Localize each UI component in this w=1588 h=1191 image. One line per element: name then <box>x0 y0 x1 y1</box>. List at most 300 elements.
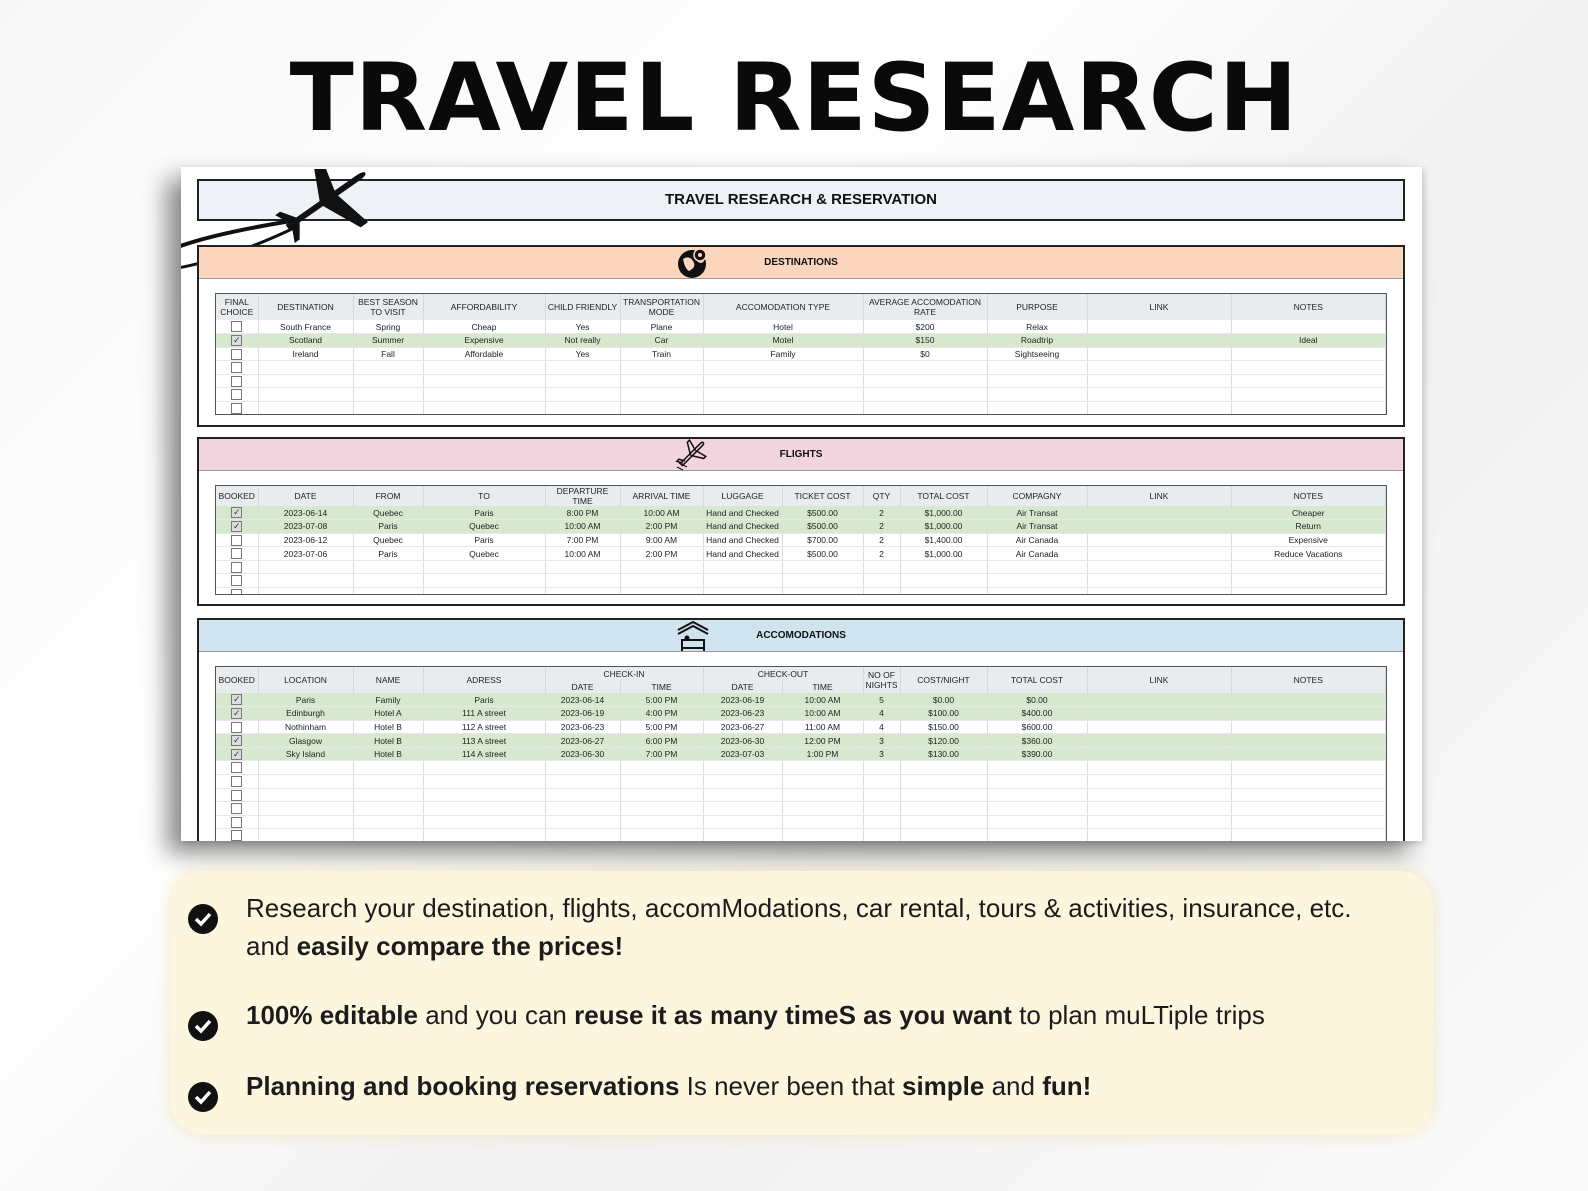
table-cell[interactable] <box>1231 775 1386 789</box>
table-cell[interactable] <box>1231 320 1386 334</box>
table-cell[interactable]: Not really <box>545 334 620 348</box>
table-cell[interactable] <box>703 574 782 588</box>
table-cell[interactable]: Reduce Vacations <box>1231 547 1386 561</box>
table-cell[interactable]: 2023-06-27 <box>545 734 620 748</box>
table-cell[interactable]: 10:00 AM <box>782 707 863 721</box>
table-cell[interactable] <box>782 560 863 574</box>
table-cell[interactable] <box>353 788 423 802</box>
table-cell[interactable] <box>987 388 1087 402</box>
row-checkbox[interactable] <box>231 762 242 773</box>
table-cell[interactable] <box>1231 402 1386 415</box>
table-cell[interactable]: 11:00 AM <box>782 720 863 734</box>
table-cell[interactable] <box>703 588 782 595</box>
row-checkbox[interactable] <box>231 376 242 387</box>
table-cell[interactable] <box>863 775 900 789</box>
table-cell[interactable] <box>987 374 1087 388</box>
table-cell[interactable]: Glasgow <box>258 734 353 748</box>
table-cell[interactable]: Relax <box>987 320 1087 334</box>
table-cell[interactable] <box>353 815 423 829</box>
table-cell[interactable] <box>620 588 703 595</box>
table-cell[interactable]: $0.00 <box>900 693 987 707</box>
table-cell[interactable]: $390.00 <box>987 747 1087 761</box>
table-cell[interactable]: 4:00 PM <box>620 707 703 721</box>
table-cell[interactable]: $500.00 <box>782 506 863 520</box>
table-cell[interactable]: $400.00 <box>987 707 1087 721</box>
table-cell[interactable]: Paris <box>353 547 423 561</box>
table-cell[interactable]: $100.00 <box>900 707 987 721</box>
table-cell[interactable] <box>703 402 863 415</box>
table-cell[interactable] <box>863 788 900 802</box>
table-cell[interactable] <box>703 815 782 829</box>
row-checkbox[interactable] <box>231 790 242 801</box>
table-cell[interactable] <box>545 388 620 402</box>
table-cell[interactable] <box>620 402 703 415</box>
table-cell[interactable] <box>353 802 423 816</box>
table-cell[interactable]: $360.00 <box>987 734 1087 748</box>
table-cell[interactable]: 4 <box>863 720 900 734</box>
table-cell[interactable] <box>703 388 863 402</box>
table-cell[interactable] <box>987 560 1087 574</box>
table-cell[interactable] <box>620 361 703 375</box>
row-checkbox[interactable] <box>231 817 242 828</box>
table-cell[interactable]: Hand and Checked <box>703 520 782 534</box>
table-cell[interactable]: Paris <box>423 506 545 520</box>
table-cell[interactable]: Fall <box>353 347 423 361</box>
table-cell[interactable]: 7:00 PM <box>545 533 620 547</box>
row-checkbox[interactable]: ✓ <box>232 708 241 719</box>
table-cell[interactable]: Edinburgh <box>258 707 353 721</box>
table-cell[interactable]: 111 A street <box>423 707 545 721</box>
table-cell[interactable] <box>782 815 863 829</box>
table-cell[interactable] <box>258 361 353 375</box>
row-checkbox[interactable]: ✓ <box>232 735 241 746</box>
row-checkbox[interactable] <box>231 403 242 414</box>
table-cell[interactable] <box>423 802 545 816</box>
table-cell[interactable]: 6:00 PM <box>620 734 703 748</box>
table-cell[interactable]: 7:00 PM <box>620 747 703 761</box>
table-cell[interactable]: $0 <box>863 347 987 361</box>
table-cell[interactable] <box>423 388 545 402</box>
table-cell[interactable]: Family <box>703 347 863 361</box>
table-cell[interactable] <box>258 574 353 588</box>
table-cell[interactable]: Hand and Checked <box>703 533 782 547</box>
table-cell[interactable] <box>703 775 782 789</box>
table-cell[interactable]: Paris <box>423 533 545 547</box>
table-cell[interactable]: $0.00 <box>987 693 1087 707</box>
row-checkbox[interactable] <box>231 349 242 360</box>
row-checkbox[interactable] <box>231 548 242 559</box>
table-cell[interactable] <box>1231 815 1386 829</box>
table-cell[interactable] <box>863 829 900 841</box>
table-cell[interactable]: Sky Island <box>258 747 353 761</box>
row-checkbox[interactable] <box>231 362 242 373</box>
table-cell[interactable]: Sightseeing <box>987 347 1087 361</box>
table-cell[interactable]: Family <box>353 693 423 707</box>
table-cell[interactable] <box>258 588 353 595</box>
table-cell[interactable]: Hotel B <box>353 720 423 734</box>
table-cell[interactable] <box>620 388 703 402</box>
table-cell[interactable]: 2023-07-08 <box>258 520 353 534</box>
table-cell[interactable]: Paris <box>258 693 353 707</box>
table-cell[interactable] <box>353 775 423 789</box>
table-cell[interactable] <box>258 761 353 775</box>
table-cell[interactable]: 12:00 PM <box>782 734 863 748</box>
row-checkbox[interactable]: ✓ <box>232 335 241 346</box>
row-checkbox[interactable] <box>231 776 242 787</box>
table-cell[interactable] <box>258 788 353 802</box>
table-cell[interactable] <box>620 374 703 388</box>
table-cell[interactable]: Ideal <box>1231 334 1386 348</box>
table-cell[interactable] <box>1231 361 1386 375</box>
row-checkbox[interactable] <box>231 535 242 546</box>
table-cell[interactable]: 2 <box>863 520 900 534</box>
table-cell[interactable] <box>703 361 863 375</box>
table-cell[interactable] <box>863 815 900 829</box>
table-cell[interactable]: 2023-06-23 <box>545 720 620 734</box>
table-cell[interactable] <box>1231 829 1386 841</box>
table-cell[interactable]: Paris <box>353 520 423 534</box>
table-cell[interactable]: 2023-06-19 <box>703 693 782 707</box>
table-cell[interactable] <box>1087 347 1231 361</box>
table-cell[interactable] <box>782 788 863 802</box>
table-cell[interactable] <box>1087 574 1231 588</box>
table-cell[interactable]: 1:00 PM <box>782 747 863 761</box>
table-cell[interactable] <box>258 829 353 841</box>
table-cell[interactable] <box>1087 320 1231 334</box>
table-cell[interactable]: Quebec <box>353 506 423 520</box>
table-cell[interactable] <box>703 788 782 802</box>
table-cell[interactable]: $1,000.00 <box>900 520 987 534</box>
table-cell[interactable] <box>782 588 863 595</box>
table-cell[interactable] <box>703 374 863 388</box>
table-cell[interactable]: Paris <box>423 693 545 707</box>
table-cell[interactable]: Cheaper <box>1231 506 1386 520</box>
table-cell[interactable] <box>423 402 545 415</box>
table-cell[interactable] <box>258 402 353 415</box>
table-cell[interactable]: 2023-06-30 <box>545 747 620 761</box>
row-checkbox[interactable]: ✓ <box>232 507 241 518</box>
table-cell[interactable] <box>423 374 545 388</box>
table-cell[interactable]: 2023-06-27 <box>703 720 782 734</box>
table-cell[interactable] <box>1231 720 1386 734</box>
table-cell[interactable] <box>423 574 545 588</box>
table-cell[interactable] <box>863 560 900 574</box>
table-cell[interactable] <box>258 775 353 789</box>
table-cell[interactable] <box>1087 693 1231 707</box>
table-cell[interactable] <box>1231 347 1386 361</box>
table-cell[interactable] <box>545 829 620 841</box>
table-cell[interactable]: Hotel A <box>353 707 423 721</box>
table-cell[interactable] <box>1087 374 1231 388</box>
table-cell[interactable] <box>545 815 620 829</box>
table-cell[interactable]: $150.00 <box>900 720 987 734</box>
table-cell[interactable] <box>258 374 353 388</box>
table-cell[interactable] <box>258 388 353 402</box>
row-checkbox[interactable]: ✓ <box>232 521 241 532</box>
row-checkbox[interactable] <box>231 722 242 733</box>
table-cell[interactable]: $700.00 <box>782 533 863 547</box>
table-cell[interactable]: 4 <box>863 707 900 721</box>
table-cell[interactable]: Quebec <box>423 520 545 534</box>
table-cell[interactable]: 9:00 AM <box>620 533 703 547</box>
table-cell[interactable]: $600.00 <box>987 720 1087 734</box>
table-cell[interactable]: 2023-07-06 <box>258 547 353 561</box>
table-cell[interactable] <box>620 802 703 816</box>
table-cell[interactable]: Air Canada <box>987 547 1087 561</box>
table-cell[interactable]: Quebec <box>423 547 545 561</box>
table-cell[interactable]: 5:00 PM <box>620 720 703 734</box>
table-cell[interactable]: 10:00 AM <box>782 693 863 707</box>
table-cell[interactable]: 8:00 PM <box>545 506 620 520</box>
table-cell[interactable] <box>545 402 620 415</box>
table-cell[interactable] <box>1087 334 1231 348</box>
table-cell[interactable]: 10:00 AM <box>545 520 620 534</box>
table-cell[interactable]: Yes <box>545 320 620 334</box>
table-cell[interactable] <box>1087 747 1231 761</box>
table-cell[interactable] <box>900 574 987 588</box>
table-cell[interactable] <box>620 761 703 775</box>
table-cell[interactable] <box>353 829 423 841</box>
table-cell[interactable] <box>1087 775 1231 789</box>
table-cell[interactable]: Scotland <box>258 334 353 348</box>
row-checkbox[interactable] <box>231 389 242 400</box>
table-cell[interactable] <box>1087 547 1231 561</box>
row-checkbox[interactable] <box>231 562 242 573</box>
table-cell[interactable]: Train <box>620 347 703 361</box>
table-cell[interactable] <box>863 361 987 375</box>
table-cell[interactable]: Expensive <box>423 334 545 348</box>
table-cell[interactable]: Roadtrip <box>987 334 1087 348</box>
table-cell[interactable]: 2023-06-14 <box>545 693 620 707</box>
table-cell[interactable]: Hotel <box>703 320 863 334</box>
table-cell[interactable]: 2023-06-30 <box>703 734 782 748</box>
table-cell[interactable] <box>863 374 987 388</box>
table-cell[interactable] <box>1231 560 1386 574</box>
table-cell[interactable]: 112 A street <box>423 720 545 734</box>
table-cell[interactable] <box>1087 588 1231 595</box>
table-cell[interactable] <box>863 388 987 402</box>
table-cell[interactable]: Nothinham <box>258 720 353 734</box>
row-checkbox[interactable] <box>231 575 242 586</box>
table-cell[interactable] <box>1087 815 1231 829</box>
table-cell[interactable]: Air Transat <box>987 506 1087 520</box>
table-cell[interactable] <box>1087 720 1231 734</box>
table-cell[interactable] <box>258 815 353 829</box>
table-cell[interactable] <box>863 574 900 588</box>
table-cell[interactable] <box>987 815 1087 829</box>
table-cell[interactable] <box>987 802 1087 816</box>
table-cell[interactable]: 2023-06-12 <box>258 533 353 547</box>
table-cell[interactable] <box>545 560 620 574</box>
table-cell[interactable] <box>703 761 782 775</box>
table-cell[interactable] <box>900 815 987 829</box>
table-cell[interactable]: Hand and Checked <box>703 547 782 561</box>
table-cell[interactable] <box>782 829 863 841</box>
table-cell[interactable] <box>782 775 863 789</box>
table-cell[interactable] <box>1087 520 1231 534</box>
table-cell[interactable]: $1,000.00 <box>900 506 987 520</box>
table-cell[interactable]: Yes <box>545 347 620 361</box>
table-cell[interactable] <box>782 574 863 588</box>
table-cell[interactable] <box>423 361 545 375</box>
table-cell[interactable]: 2 <box>863 547 900 561</box>
table-cell[interactable]: 2 <box>863 506 900 520</box>
table-cell[interactable] <box>863 802 900 816</box>
table-cell[interactable] <box>703 802 782 816</box>
table-cell[interactable]: 2:00 PM <box>620 520 703 534</box>
table-cell[interactable] <box>900 802 987 816</box>
table-cell[interactable] <box>1087 802 1231 816</box>
table-cell[interactable]: $150 <box>863 334 987 348</box>
table-cell[interactable] <box>1087 761 1231 775</box>
table-cell[interactable] <box>863 761 900 775</box>
table-cell[interactable] <box>545 802 620 816</box>
table-cell[interactable] <box>1231 707 1386 721</box>
table-cell[interactable] <box>1231 761 1386 775</box>
table-cell[interactable] <box>987 574 1087 588</box>
table-cell[interactable]: 2 <box>863 533 900 547</box>
table-cell[interactable] <box>545 374 620 388</box>
table-cell[interactable]: Cheap <box>423 320 545 334</box>
table-cell[interactable]: 5:00 PM <box>620 693 703 707</box>
table-cell[interactable]: 113 A street <box>423 734 545 748</box>
table-cell[interactable] <box>423 560 545 574</box>
table-cell[interactable] <box>353 588 423 595</box>
row-checkbox[interactable]: ✓ <box>232 694 241 705</box>
table-cell[interactable] <box>353 388 423 402</box>
table-cell[interactable]: 114 A street <box>423 747 545 761</box>
table-cell[interactable]: Car <box>620 334 703 348</box>
table-cell[interactable] <box>423 761 545 775</box>
table-cell[interactable] <box>620 815 703 829</box>
table-cell[interactable]: 5 <box>863 693 900 707</box>
table-cell[interactable] <box>423 588 545 595</box>
table-cell[interactable] <box>1087 388 1231 402</box>
table-cell[interactable] <box>900 588 987 595</box>
table-cell[interactable] <box>900 761 987 775</box>
table-cell[interactable] <box>353 361 423 375</box>
table-cell[interactable] <box>545 775 620 789</box>
table-cell[interactable]: 2023-06-23 <box>703 707 782 721</box>
table-cell[interactable]: 10:00 AM <box>545 547 620 561</box>
table-cell[interactable] <box>1087 533 1231 547</box>
row-checkbox[interactable] <box>231 803 242 814</box>
table-cell[interactable] <box>545 588 620 595</box>
table-cell[interactable] <box>703 560 782 574</box>
table-cell[interactable] <box>900 829 987 841</box>
table-cell[interactable] <box>703 829 782 841</box>
table-cell[interactable]: 2023-06-19 <box>545 707 620 721</box>
table-cell[interactable]: South France <box>258 320 353 334</box>
table-cell[interactable]: $1,400.00 <box>900 533 987 547</box>
table-cell[interactable] <box>1231 802 1386 816</box>
table-cell[interactable] <box>545 788 620 802</box>
table-cell[interactable]: Expensive <box>1231 533 1386 547</box>
table-cell[interactable]: 2023-07-03 <box>703 747 782 761</box>
table-cell[interactable]: $200 <box>863 320 987 334</box>
table-cell[interactable] <box>863 588 900 595</box>
table-cell[interactable] <box>1087 361 1231 375</box>
table-cell[interactable] <box>782 761 863 775</box>
table-cell[interactable] <box>987 361 1087 375</box>
table-cell[interactable] <box>1087 402 1231 415</box>
row-checkbox[interactable] <box>231 321 242 332</box>
table-cell[interactable]: Quebec <box>353 533 423 547</box>
table-cell[interactable] <box>545 574 620 588</box>
table-cell[interactable] <box>258 560 353 574</box>
table-cell[interactable]: Air Transat <box>987 520 1087 534</box>
table-cell[interactable] <box>1087 734 1231 748</box>
table-cell[interactable]: Hotel B <box>353 747 423 761</box>
table-cell[interactable] <box>1087 707 1231 721</box>
table-cell[interactable]: Hand and Checked <box>703 506 782 520</box>
table-cell[interactable]: $130.00 <box>900 747 987 761</box>
table-cell[interactable] <box>620 775 703 789</box>
table-cell[interactable]: Air Canada <box>987 533 1087 547</box>
table-cell[interactable] <box>353 574 423 588</box>
table-cell[interactable] <box>1231 734 1386 748</box>
table-cell[interactable] <box>1231 693 1386 707</box>
row-checkbox[interactable] <box>231 830 242 841</box>
table-cell[interactable] <box>1231 388 1386 402</box>
table-cell[interactable] <box>987 588 1087 595</box>
table-cell[interactable] <box>1087 560 1231 574</box>
table-cell[interactable]: $120.00 <box>900 734 987 748</box>
table-cell[interactable] <box>258 802 353 816</box>
table-cell[interactable] <box>545 761 620 775</box>
table-cell[interactable]: Spring <box>353 320 423 334</box>
row-checkbox[interactable] <box>231 589 242 595</box>
table-cell[interactable] <box>423 815 545 829</box>
table-cell[interactable]: Affordable <box>423 347 545 361</box>
table-cell[interactable] <box>620 560 703 574</box>
table-cell[interactable] <box>863 402 987 415</box>
table-cell[interactable] <box>1231 788 1386 802</box>
table-cell[interactable]: $500.00 <box>782 520 863 534</box>
table-cell[interactable] <box>1231 747 1386 761</box>
table-cell[interactable] <box>423 788 545 802</box>
table-cell[interactable] <box>782 802 863 816</box>
table-cell[interactable]: Hotel B <box>353 734 423 748</box>
table-cell[interactable] <box>423 829 545 841</box>
table-cell[interactable]: 10:00 AM <box>620 506 703 520</box>
table-cell[interactable] <box>987 775 1087 789</box>
table-cell[interactable]: Summer <box>353 334 423 348</box>
table-cell[interactable] <box>1231 588 1386 595</box>
table-cell[interactable]: Motel <box>703 334 863 348</box>
table-cell[interactable] <box>987 761 1087 775</box>
table-cell[interactable] <box>545 361 620 375</box>
table-cell[interactable] <box>620 574 703 588</box>
table-cell[interactable]: $500.00 <box>782 547 863 561</box>
table-cell[interactable]: 3 <box>863 747 900 761</box>
table-cell[interactable] <box>620 788 703 802</box>
table-cell[interactable]: Ireland <box>258 347 353 361</box>
table-cell[interactable]: $1,000.00 <box>900 547 987 561</box>
table-cell[interactable] <box>987 402 1087 415</box>
table-cell[interactable] <box>987 788 1087 802</box>
table-cell[interactable] <box>353 761 423 775</box>
table-cell[interactable] <box>900 775 987 789</box>
table-cell[interactable]: Plane <box>620 320 703 334</box>
table-cell[interactable] <box>1087 506 1231 520</box>
table-cell[interactable]: 3 <box>863 734 900 748</box>
table-cell[interactable] <box>900 560 987 574</box>
table-cell[interactable]: 2:00 PM <box>620 547 703 561</box>
table-cell[interactable] <box>1087 788 1231 802</box>
table-cell[interactable] <box>620 829 703 841</box>
row-checkbox[interactable]: ✓ <box>232 748 241 759</box>
